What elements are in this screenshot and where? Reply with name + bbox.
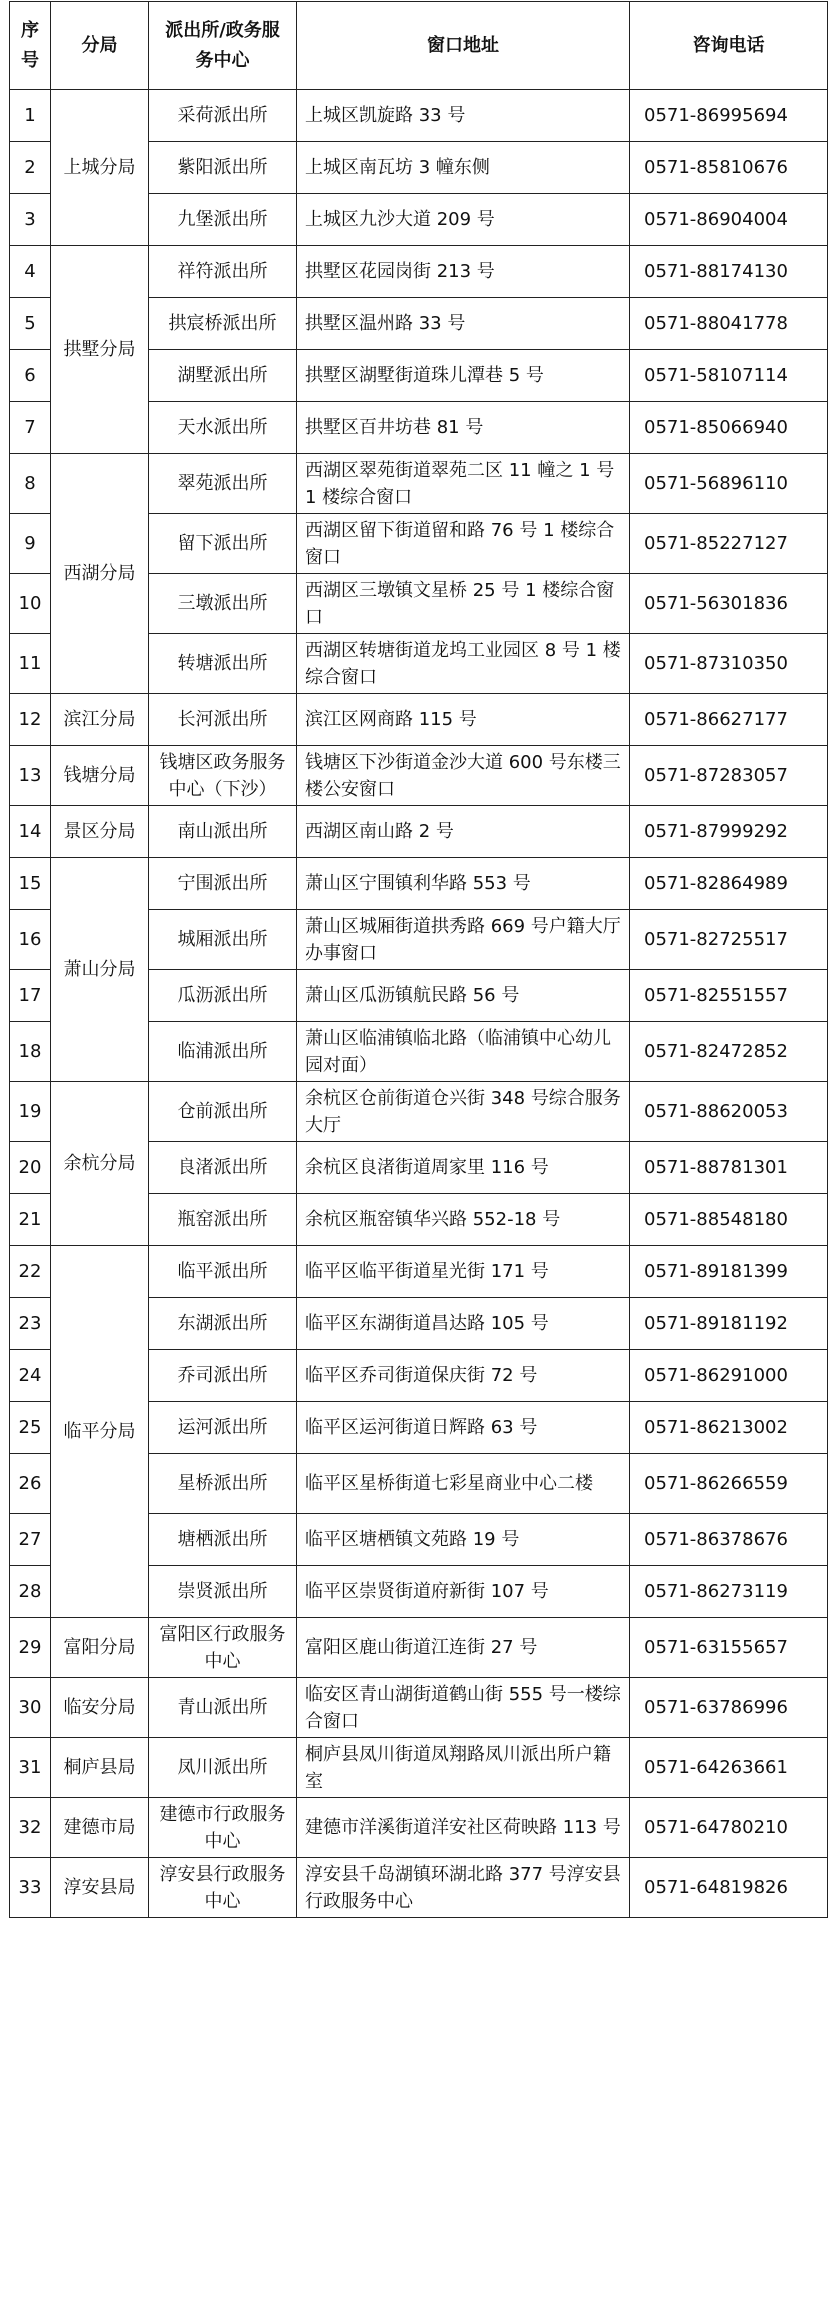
phone-cell: 0571-87283057: [630, 746, 828, 806]
table-row: [10, 1798, 828, 1858]
row-seq: 12: [10, 694, 51, 746]
header-phone: 咨询电话: [630, 2, 828, 90]
address-cell: 临平区塘栖镇文苑路 19 号: [297, 1514, 630, 1566]
row-seq: 9: [10, 514, 51, 574]
phone-cell: 0571-63786996: [630, 1678, 828, 1738]
address-cell: 临平区星桥街道七彩星商业中心二楼: [297, 1454, 630, 1514]
station-cell: 仓前派出所: [149, 1082, 297, 1142]
bureau-cell: 桐庐县局: [51, 1738, 149, 1798]
address-cell: 临平区运河街道日辉路 63 号: [297, 1402, 630, 1454]
phone-cell: 0571-88548180: [630, 1194, 828, 1246]
row-seq: 27: [10, 1514, 51, 1566]
station-cell: 乔司派出所: [149, 1350, 297, 1402]
address-cell: 西湖区翠苑街道翠苑二区 11 幢之 1 号 1 楼综合窗口: [297, 454, 630, 514]
phone-cell: 0571-63155657: [630, 1618, 828, 1678]
phone-cell: 0571-88620053: [630, 1082, 828, 1142]
station-cell: 钱塘区政务服务中心（下沙）: [149, 746, 297, 806]
table-row: [10, 806, 828, 858]
address-cell: 萧山区城厢街道拱秀路 669 号户籍大厅办事窗口: [297, 910, 630, 970]
station-cell: 长河派出所: [149, 694, 297, 746]
bureau-cell: 萧山分局: [51, 858, 149, 1082]
row-seq: 1: [10, 90, 51, 142]
phone-cell: 0571-88781301: [630, 1142, 828, 1194]
row-seq: 18: [10, 1022, 51, 1082]
row-seq: 8: [10, 454, 51, 514]
table-row: [10, 746, 828, 806]
header-station: 派出所/政务服务中心: [149, 2, 297, 90]
row-seq: 13: [10, 746, 51, 806]
police-window-table-container: [9, 1, 827, 1918]
row-seq: 15: [10, 858, 51, 910]
row-seq: 31: [10, 1738, 51, 1798]
address-cell: 临平区乔司街道保庆街 72 号: [297, 1350, 630, 1402]
row-seq: 16: [10, 910, 51, 970]
address-cell: 拱墅区温州路 33 号: [297, 298, 630, 350]
row-seq: 33: [10, 1858, 51, 1918]
bureau-cell: 余杭分局: [51, 1082, 149, 1246]
table-row: [10, 858, 828, 910]
address-cell: 富阳区鹿山街道江连街 27 号: [297, 1618, 630, 1678]
row-seq: 32: [10, 1798, 51, 1858]
row-seq: 6: [10, 350, 51, 402]
station-cell: 九堡派出所: [149, 194, 297, 246]
row-seq: 4: [10, 246, 51, 298]
phone-cell: 0571-64263661: [630, 1738, 828, 1798]
row-seq: 23: [10, 1298, 51, 1350]
table-row: [10, 694, 828, 746]
address-cell: 西湖区留下街道留和路 76 号 1 楼综合窗口: [297, 514, 630, 574]
phone-cell: 0571-87999292: [630, 806, 828, 858]
phone-cell: 0571-86904004: [630, 194, 828, 246]
row-seq: 17: [10, 970, 51, 1022]
phone-cell: 0571-85227127: [630, 514, 828, 574]
row-seq: 10: [10, 574, 51, 634]
address-cell: 临平区东湖街道昌达路 105 号: [297, 1298, 630, 1350]
bureau-cell: 钱塘分局: [51, 746, 149, 806]
address-cell: 拱墅区湖墅街道珠儿潭巷 5 号: [297, 350, 630, 402]
header-address: 窗口地址: [297, 2, 630, 90]
address-cell: 淳安县千岛湖镇环湖北路 377 号淳安县行政服务中心: [297, 1858, 630, 1918]
phone-cell: 0571-89181399: [630, 1246, 828, 1298]
phone-cell: 0571-88041778: [630, 298, 828, 350]
row-seq: 5: [10, 298, 51, 350]
row-seq: 28: [10, 1566, 51, 1618]
address-cell: 西湖区三墩镇文星桥 25 号 1 楼综合窗口: [297, 574, 630, 634]
row-seq: 7: [10, 402, 51, 454]
row-seq: 20: [10, 1142, 51, 1194]
phone-cell: 0571-86213002: [630, 1402, 828, 1454]
bureau-cell: 临安分局: [51, 1678, 149, 1738]
phone-cell: 0571-58107114: [630, 350, 828, 402]
table-row: [10, 90, 828, 142]
table-body: [10, 90, 828, 1918]
table-row: [10, 246, 828, 298]
station-cell: 星桥派出所: [149, 1454, 297, 1514]
row-seq: 25: [10, 1402, 51, 1454]
address-cell: 临平区临平街道星光街 171 号: [297, 1246, 630, 1298]
station-cell: 城厢派出所: [149, 910, 297, 970]
station-cell: 良渚派出所: [149, 1142, 297, 1194]
row-seq: 24: [10, 1350, 51, 1402]
station-cell: 天水派出所: [149, 402, 297, 454]
station-cell: 瓜沥派出所: [149, 970, 297, 1022]
phone-cell: 0571-82725517: [630, 910, 828, 970]
station-cell: 南山派出所: [149, 806, 297, 858]
phone-cell: 0571-56896110: [630, 454, 828, 514]
address-cell: 桐庐县凤川街道凤翔路凤川派出所户籍室: [297, 1738, 630, 1798]
station-cell: 淳安县行政服务中心: [149, 1858, 297, 1918]
table-row: [10, 1082, 828, 1142]
address-cell: 上城区南瓦坊 3 幢东侧: [297, 142, 630, 194]
address-cell: 萧山区宁围镇利华路 553 号: [297, 858, 630, 910]
station-cell: 翠苑派出所: [149, 454, 297, 514]
station-cell: 建德市行政服务中心: [149, 1798, 297, 1858]
bureau-cell: 上城分局: [51, 90, 149, 246]
table-row: [10, 1246, 828, 1298]
address-cell: 余杭区仓前街道仓兴街 348 号综合服务大厅: [297, 1082, 630, 1142]
row-seq: 30: [10, 1678, 51, 1738]
bureau-cell: 拱墅分局: [51, 246, 149, 454]
header-bureau: 分局: [51, 2, 149, 90]
address-cell: 上城区凯旋路 33 号: [297, 90, 630, 142]
station-cell: 运河派出所: [149, 1402, 297, 1454]
address-cell: 临安区青山湖街道鹤山街 555 号一楼综合窗口: [297, 1678, 630, 1738]
station-cell: 拱宸桥派出所: [149, 298, 297, 350]
phone-cell: 0571-64819826: [630, 1858, 828, 1918]
address-cell: 建德市洋溪街道洋安社区荷映路 113 号: [297, 1798, 630, 1858]
row-seq: 11: [10, 634, 51, 694]
station-cell: 采荷派出所: [149, 90, 297, 142]
phone-cell: 0571-85066940: [630, 402, 828, 454]
phone-cell: 0571-85810676: [630, 142, 828, 194]
row-seq: 22: [10, 1246, 51, 1298]
phone-cell: 0571-82551557: [630, 970, 828, 1022]
phone-cell: 0571-64780210: [630, 1798, 828, 1858]
address-cell: 西湖区南山路 2 号: [297, 806, 630, 858]
phone-cell: 0571-86995694: [630, 90, 828, 142]
bureau-cell: 景区分局: [51, 806, 149, 858]
bureau-cell: 富阳分局: [51, 1618, 149, 1678]
table-row: [10, 1618, 828, 1678]
phone-cell: 0571-82864989: [630, 858, 828, 910]
station-cell: 崇贤派出所: [149, 1566, 297, 1618]
station-cell: 瓶窑派出所: [149, 1194, 297, 1246]
row-seq: 14: [10, 806, 51, 858]
address-cell: 余杭区良渚街道周家里 116 号: [297, 1142, 630, 1194]
row-seq: 3: [10, 194, 51, 246]
phone-cell: 0571-87310350: [630, 634, 828, 694]
station-cell: 留下派出所: [149, 514, 297, 574]
station-cell: 转塘派出所: [149, 634, 297, 694]
phone-cell: 0571-56301836: [630, 574, 828, 634]
row-seq: 2: [10, 142, 51, 194]
police-window-table: [9, 1, 828, 1918]
address-cell: 滨江区网商路 115 号: [297, 694, 630, 746]
station-cell: 塘栖派出所: [149, 1514, 297, 1566]
address-cell: 上城区九沙大道 209 号: [297, 194, 630, 246]
table-row: [10, 1678, 828, 1738]
station-cell: 临平派出所: [149, 1246, 297, 1298]
station-cell: 青山派出所: [149, 1678, 297, 1738]
bureau-cell: 西湖分局: [51, 454, 149, 694]
station-cell: 凤川派出所: [149, 1738, 297, 1798]
phone-cell: 0571-86378676: [630, 1514, 828, 1566]
phone-cell: 0571-86291000: [630, 1350, 828, 1402]
row-seq: 19: [10, 1082, 51, 1142]
address-cell: 萧山区瓜沥镇航民路 56 号: [297, 970, 630, 1022]
table-row: [10, 1738, 828, 1798]
station-cell: 祥符派出所: [149, 246, 297, 298]
address-cell: 西湖区转塘街道龙坞工业园区 8 号 1 楼综合窗口: [297, 634, 630, 694]
station-cell: 富阳区行政服务中心: [149, 1618, 297, 1678]
station-cell: 宁围派出所: [149, 858, 297, 910]
station-cell: 临浦派出所: [149, 1022, 297, 1082]
table-row: [10, 1858, 828, 1918]
row-seq: 29: [10, 1618, 51, 1678]
address-cell: 临平区崇贤街道府新街 107 号: [297, 1566, 630, 1618]
bureau-cell: 临平分局: [51, 1246, 149, 1618]
phone-cell: 0571-82472852: [630, 1022, 828, 1082]
table-row: [10, 454, 828, 514]
address-cell: 萧山区临浦镇临北路（临浦镇中心幼儿园对面）: [297, 1022, 630, 1082]
phone-cell: 0571-86273119: [630, 1566, 828, 1618]
row-seq: 26: [10, 1454, 51, 1514]
header-row: [10, 2, 828, 90]
address-cell: 余杭区瓶窑镇华兴路 552-18 号: [297, 1194, 630, 1246]
address-cell: 拱墅区百井坊巷 81 号: [297, 402, 630, 454]
header-seq: 序号: [10, 2, 51, 90]
phone-cell: 0571-86627177: [630, 694, 828, 746]
station-cell: 东湖派出所: [149, 1298, 297, 1350]
station-cell: 紫阳派出所: [149, 142, 297, 194]
bureau-cell: 滨江分局: [51, 694, 149, 746]
bureau-cell: 淳安县局: [51, 1858, 149, 1918]
phone-cell: 0571-86266559: [630, 1454, 828, 1514]
phone-cell: 0571-88174130: [630, 246, 828, 298]
row-seq: 21: [10, 1194, 51, 1246]
address-cell: 拱墅区花园岗街 213 号: [297, 246, 630, 298]
station-cell: 湖墅派出所: [149, 350, 297, 402]
address-cell: 钱塘区下沙街道金沙大道 600 号东楼三楼公安窗口: [297, 746, 630, 806]
bureau-cell: 建德市局: [51, 1798, 149, 1858]
station-cell: 三墩派出所: [149, 574, 297, 634]
phone-cell: 0571-89181192: [630, 1298, 828, 1350]
